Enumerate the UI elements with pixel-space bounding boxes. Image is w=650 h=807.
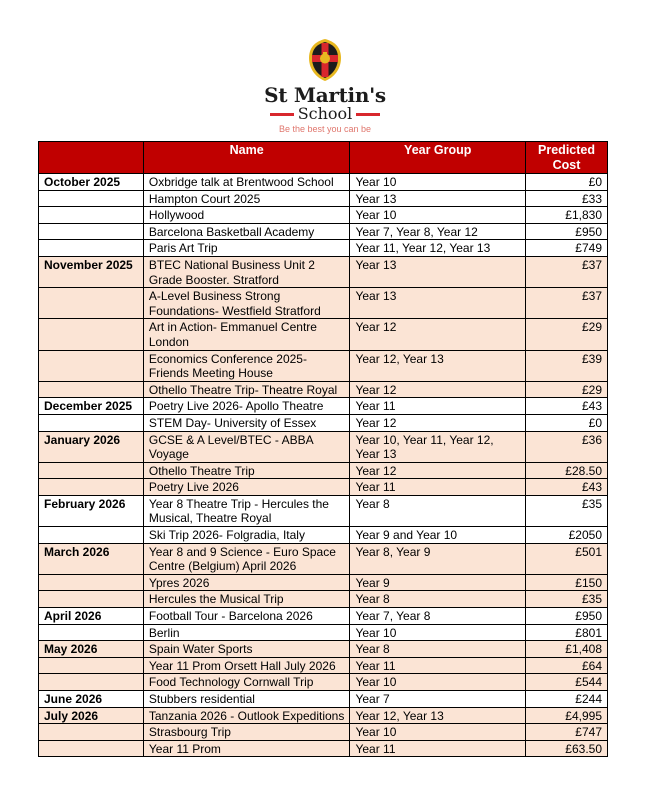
- month-cell: February 2026: [39, 495, 144, 526]
- month-cell: [39, 574, 144, 591]
- header-name: Name: [143, 142, 350, 174]
- year-group-cell: Year 13: [350, 256, 526, 287]
- school-crest-icon: [307, 38, 343, 82]
- table-row: [39, 657, 608, 674]
- cost-cell: £749: [526, 240, 608, 257]
- month-cell: [39, 207, 144, 224]
- trip-name-cell: Year 8 Theatre Trip - Hercules the Musical, Theatre Royal: [143, 495, 350, 526]
- table-row: [39, 174, 608, 191]
- cost-cell: £244: [526, 691, 608, 708]
- table-row: [39, 624, 608, 641]
- school-subtitle: School: [297, 104, 353, 123]
- table-row: [39, 591, 608, 608]
- trip-name-cell: Oxbridge talk at Brentwood School: [143, 174, 350, 191]
- table-row: [39, 381, 608, 398]
- year-group-cell: Year 11, Year 12, Year 13: [350, 240, 526, 257]
- trip-name-cell: A-Level Business Strong Foundations- Westfield Stratford: [143, 288, 350, 319]
- cost-cell: £801: [526, 624, 608, 641]
- year-group-cell: Year 7, Year 8, Year 12: [350, 223, 526, 240]
- cost-cell: £35: [526, 591, 608, 608]
- trip-name-cell: Spain Water Sports: [143, 641, 350, 658]
- year-group-cell: Year 12: [350, 414, 526, 431]
- year-group-cell: Year 10: [350, 724, 526, 741]
- month-cell: [39, 479, 144, 496]
- cost-cell: £950: [526, 608, 608, 625]
- table-row: [39, 691, 608, 708]
- cost-cell: £35: [526, 495, 608, 526]
- cost-cell: £747: [526, 724, 608, 741]
- school-name: St Martin's: [264, 83, 386, 107]
- month-cell: [39, 350, 144, 381]
- trip-name-cell: Art in Action- Emmanuel Centre London: [143, 319, 350, 350]
- year-group-cell: Year 10: [350, 207, 526, 224]
- year-group-cell: Year 12: [350, 319, 526, 350]
- month-cell: April 2026: [39, 608, 144, 625]
- trip-name-cell: Year 11 Prom: [143, 740, 350, 757]
- table-row: [39, 608, 608, 625]
- table-row: [39, 350, 608, 381]
- trip-name-cell: BTEC National Business Unit 2 Grade Booster. Stratford: [143, 256, 350, 287]
- month-cell: [39, 724, 144, 741]
- month-cell: [39, 319, 144, 350]
- trip-name-cell: Year 8 and 9 Science - Euro Space Centre (Belgium) April 2026: [143, 543, 350, 574]
- year-group-cell: Year 10: [350, 624, 526, 641]
- table-row: [39, 288, 608, 319]
- divider-right: [356, 113, 380, 116]
- trip-name-cell: Football Tour - Barcelona 2026: [143, 608, 350, 625]
- year-group-cell: Year 13: [350, 190, 526, 207]
- month-cell: [39, 414, 144, 431]
- year-group-cell: Year 8: [350, 641, 526, 658]
- year-group-cell: Year 8: [350, 591, 526, 608]
- month-cell: [39, 240, 144, 257]
- year-group-cell: Year 11: [350, 657, 526, 674]
- table-row: [39, 462, 608, 479]
- month-cell: July 2026: [39, 707, 144, 724]
- year-group-cell: Year 10: [350, 674, 526, 691]
- table-row: [39, 495, 608, 526]
- year-group-cell: Year 11: [350, 740, 526, 757]
- cost-cell: £0: [526, 174, 608, 191]
- cost-cell: £544: [526, 674, 608, 691]
- cost-cell: £39: [526, 350, 608, 381]
- trip-name-cell: Hampton Court 2025: [143, 190, 350, 207]
- trip-name-cell: STEM Day- University of Essex: [143, 414, 350, 431]
- year-group-cell: Year 7: [350, 691, 526, 708]
- cost-cell: £37: [526, 288, 608, 319]
- month-cell: January 2026: [39, 431, 144, 462]
- trip-name-cell: GCSE & A Level/BTEC - ABBA Voyage: [143, 431, 350, 462]
- table-row: [39, 240, 608, 257]
- header-month: [39, 142, 144, 174]
- year-group-cell: Year 12: [350, 462, 526, 479]
- month-cell: [39, 624, 144, 641]
- year-group-cell: Year 12: [350, 381, 526, 398]
- month-cell: October 2025: [39, 174, 144, 191]
- trips-table: [38, 141, 608, 757]
- table-row: [39, 674, 608, 691]
- year-group-cell: Year 10, Year 11, Year 12, Year 13: [350, 431, 526, 462]
- cost-cell: £29: [526, 381, 608, 398]
- table-row: [39, 707, 608, 724]
- month-cell: [39, 190, 144, 207]
- trip-name-cell: Stubbers residential: [143, 691, 350, 708]
- month-cell: [39, 381, 144, 398]
- cost-cell: £63.50: [526, 740, 608, 757]
- table-row: [39, 190, 608, 207]
- trip-name-cell: Year 11 Prom Orsett Hall July 2026: [143, 657, 350, 674]
- trip-name-cell: Food Technology Cornwall Trip: [143, 674, 350, 691]
- month-cell: [39, 223, 144, 240]
- month-cell: December 2025: [39, 398, 144, 415]
- trip-name-cell: Ypres 2026: [143, 574, 350, 591]
- cost-cell: £43: [526, 398, 608, 415]
- year-group-cell: Year 10: [350, 174, 526, 191]
- trip-name-cell: Hollywood: [143, 207, 350, 224]
- school-tagline: Be the best you can be: [278, 124, 372, 134]
- year-group-cell: Year 8, Year 9: [350, 543, 526, 574]
- table-row: [39, 724, 608, 741]
- cost-cell: £950: [526, 223, 608, 240]
- table-row: [39, 574, 608, 591]
- cost-cell: £501: [526, 543, 608, 574]
- month-cell: March 2026: [39, 543, 144, 574]
- month-cell: May 2026: [39, 641, 144, 658]
- trip-name-cell: Poetry Live 2026- Apollo Theatre: [143, 398, 350, 415]
- cost-cell: £33: [526, 190, 608, 207]
- trips-body: [39, 174, 608, 757]
- cost-cell: £4,995: [526, 707, 608, 724]
- year-group-cell: Year 9: [350, 574, 526, 591]
- cost-cell: £28.50: [526, 462, 608, 479]
- trip-name-cell: Strasbourg Trip: [143, 724, 350, 741]
- year-group-cell: Year 8: [350, 495, 526, 526]
- year-group-cell: Year 13: [350, 288, 526, 319]
- month-cell: November 2025: [39, 256, 144, 287]
- cost-cell: £150: [526, 574, 608, 591]
- table-row: [39, 527, 608, 544]
- trip-name-cell: Othello Theatre Trip: [143, 462, 350, 479]
- table-row: [39, 223, 608, 240]
- header-predicted-cost: Predicted Cost: [526, 142, 608, 174]
- year-group-cell: Year 12, Year 13: [350, 350, 526, 381]
- year-group-cell: Year 9 and Year 10: [350, 527, 526, 544]
- month-cell: [39, 674, 144, 691]
- month-cell: [39, 591, 144, 608]
- year-group-cell: Year 12, Year 13: [350, 707, 526, 724]
- trip-name-cell: Othello Theatre Trip- Theatre Royal: [143, 381, 350, 398]
- month-cell: [39, 740, 144, 757]
- school-logo: [0, 38, 650, 135]
- table-row: [39, 207, 608, 224]
- table-row: [39, 414, 608, 431]
- trip-name-cell: Hercules the Musical Trip: [143, 591, 350, 608]
- school-subtitle-row: [0, 106, 650, 122]
- year-group-cell: Year 11: [350, 479, 526, 496]
- cost-cell: £0: [526, 414, 608, 431]
- cost-cell: £43: [526, 479, 608, 496]
- table-row: [39, 543, 608, 574]
- table-row: [39, 740, 608, 757]
- month-cell: [39, 527, 144, 544]
- cost-cell: £1,408: [526, 641, 608, 658]
- cost-cell: £29: [526, 319, 608, 350]
- trip-name-cell: Tanzania 2026 - Outlook Expeditions: [143, 707, 350, 724]
- year-group-cell: Year 11: [350, 398, 526, 415]
- table-row: [39, 641, 608, 658]
- month-cell: [39, 657, 144, 674]
- trip-name-cell: Barcelona Basketball Academy: [143, 223, 350, 240]
- trip-name-cell: Poetry Live 2026: [143, 479, 350, 496]
- cost-cell: £2050: [526, 527, 608, 544]
- trip-name-cell: Economics Conference 2025- Friends Meeting House: [143, 350, 350, 381]
- cost-cell: £1,830: [526, 207, 608, 224]
- cost-cell: £64: [526, 657, 608, 674]
- cost-cell: £36: [526, 431, 608, 462]
- year-group-cell: Year 7, Year 8: [350, 608, 526, 625]
- trip-name-cell: Ski Trip 2026- Folgradia, Italy: [143, 527, 350, 544]
- cost-cell: £37: [526, 256, 608, 287]
- month-cell: [39, 288, 144, 319]
- table-row: [39, 256, 608, 287]
- month-cell: June 2026: [39, 691, 144, 708]
- table-row: [39, 479, 608, 496]
- trip-name-cell: Paris Art Trip: [143, 240, 350, 257]
- trip-name-cell: Berlin: [143, 624, 350, 641]
- table-header-row: [39, 142, 608, 174]
- divider-left: [270, 113, 294, 116]
- header-year-group: Year Group: [350, 142, 526, 174]
- table-row: [39, 431, 608, 462]
- table-row: [39, 398, 608, 415]
- month-cell: [39, 462, 144, 479]
- table-row: [39, 319, 608, 350]
